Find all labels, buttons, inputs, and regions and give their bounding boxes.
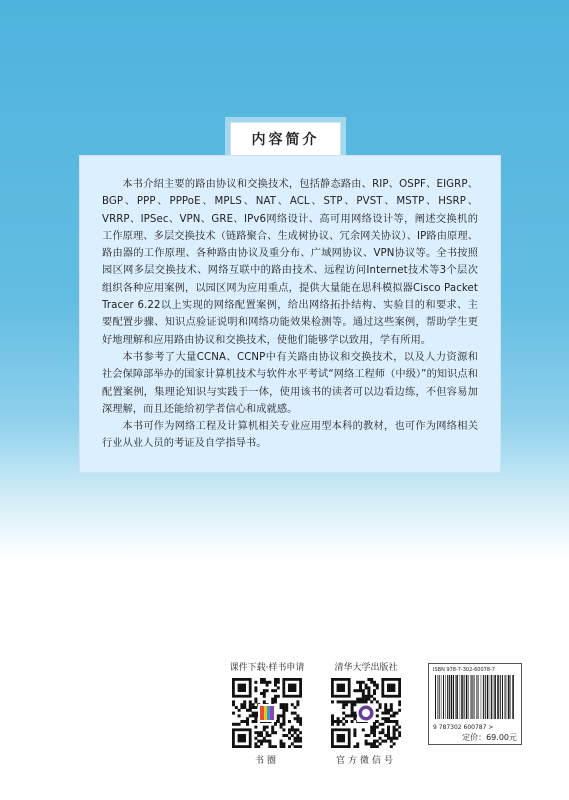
isbn-barcode bbox=[428, 663, 522, 745]
synopsis-paragraph-3: 本书可作为网络工程及计算机相关专业应用型本科的教材，也可作为网络相关行业从业人员的考证及自学指导书。 bbox=[102, 421, 478, 450]
isbn-text: ISBN 978-7-302-60078-7 bbox=[433, 667, 495, 673]
qr-top-label: 课件下载·样书申请 bbox=[229, 663, 305, 673]
isbn-digits: 9 787302 600787 > bbox=[433, 724, 494, 731]
qr-bottom-label: 书圈 bbox=[254, 756, 279, 766]
synopsis-panel bbox=[79, 155, 501, 473]
qr-block-shuquan bbox=[217, 660, 317, 766]
qr-code-wechat[interactable] bbox=[329, 676, 403, 750]
synopsis-paragraph-2: 本书参考了大量CCNA、CCNP中有关路由协议和交换技术，以及人力资源和社会保障部举办的国家计算机技术与软件水平考试“网络工程师（中级）”的知识点和配置案例，集理论知识与实践于一体，使用该书的读者可以边看边练，不但容易加深理解，而且还能给初学者信心和成就感。 bbox=[102, 351, 479, 415]
price-label: 定价：69.00元 bbox=[462, 733, 517, 742]
qr-code-shuquan[interactable] bbox=[230, 676, 304, 750]
barcode-bars bbox=[433, 675, 517, 719]
qr-block-wechat bbox=[316, 660, 416, 766]
qr-top-label: 清华大学出版社 bbox=[334, 663, 398, 673]
qr-bottom-label: 官方微信号 bbox=[335, 756, 396, 766]
section-title: 内容简介 bbox=[230, 122, 341, 156]
synopsis-paragraph-1: 本书介绍主要的路由协议和交换技术，包括静态路由、RIP、OSPF、EIGRP、BGP、PPP、PPPoE、MPLS、NAT、ACL、STP、PVST、MSTP、HSRP、VRRP、IPSec、VPN、GRE、IPv6网络设计、高可用网络设计等，阐述交换机的工作原理、多层交换技术（链路聚合、生成树协议、冗余网关协议）、IP路由原理、路由器的工作原理、各种路由协议及重分布、广域网协议、VPN协议等。全书按照园区网多层交换技术、网络互联中的路由技术、远程访问Internet技术等3个层次组织各种应用案例，以园区网为应用重点，提供大量能在思科模拟器Cisco Packet Tracer 6.22以上实现的网络配置案例，给出网络拓扑结构、实验目的和要求、主要配置步骤、知识点验证说明和网络功能效果检测等。通过这些案例，帮助学生更好地理解和应用路由协议和交换技术，使他们能够学以致用，学有所用。 bbox=[102, 179, 478, 346]
